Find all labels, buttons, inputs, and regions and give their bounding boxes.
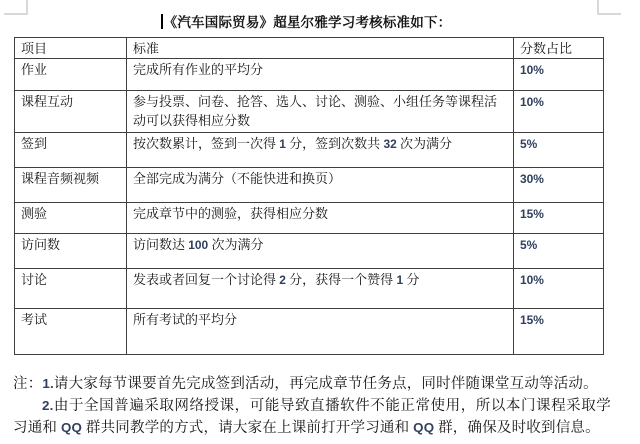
weight-cell: 15% [514, 309, 604, 355]
weight-cell: 15% [514, 203, 604, 234]
weight-cell: 10% [514, 91, 604, 133]
document-title-text: 《汽车国际贸易》超星尔雅学习考核标准如下： [163, 15, 452, 30]
column-header-weight: 分数占比 [514, 38, 604, 59]
table-header-row [15, 38, 604, 59]
item-cell: 访问数 [15, 234, 127, 269]
item-cell: 课程互动 [15, 91, 127, 133]
standard-cell: 访问数达 100 次为满分 [127, 234, 514, 269]
standard-cell: 发表或者回复一个讨论得 2 分，获得一个赞得 1 分 [127, 269, 514, 309]
weight-cell: 10% [514, 59, 604, 91]
standard-cell: 完成章节中的测验，获得相应分数 [127, 203, 514, 234]
item-cell: 考试 [15, 309, 127, 355]
table-row [15, 203, 604, 234]
table-row [15, 59, 604, 91]
notes-section [13, 373, 611, 439]
standard-cell: 按次数累计，签到一次得 1 分，签到次数共 32 次为满分 [127, 133, 514, 168]
item-cell: 签到 [15, 133, 127, 168]
table-row [15, 309, 604, 355]
note-line-2: 2.由于全国普遍采取网络授课，可能导致直播软件不能正常使用，所以本门课程采取学习通和 QQ 群共同教学的方式，请大家在上课前打开学习通和 QQ 群，确保及时收到信息。 [13, 398, 611, 436]
weight-cell: 5% [514, 234, 604, 269]
standard-cell: 参与投票、问卷、抢答、选人、讨论、测验、小组任务等课程活动可以获得相应分数 [127, 91, 514, 133]
document-title [0, 11, 612, 31]
item-cell: 讨论 [15, 269, 127, 309]
weight-cell: 30% [514, 168, 604, 203]
table-row [15, 234, 604, 269]
column-header-standard: 标准 [127, 38, 514, 59]
table-row [15, 133, 604, 168]
assessment-standards-table [14, 37, 604, 355]
table-row [15, 168, 604, 203]
standard-cell: 全部完成为满分（不能快进和换页） [127, 168, 514, 203]
table-row [15, 91, 604, 133]
item-cell: 测验 [15, 203, 127, 234]
weight-cell: 5% [514, 133, 604, 168]
item-cell: 课程音频视频 [15, 168, 127, 203]
standard-cell: 所有考试的平均分 [127, 309, 514, 355]
standard-cell: 完成所有作业的平均分 [127, 59, 514, 91]
weight-cell: 10% [514, 269, 604, 309]
table-row [15, 269, 604, 309]
text-cursor-caret[interactable] [161, 14, 163, 29]
note-line-1: 注：1.请大家每节课要首先完成签到活动，再完成章节任务点，同时伴随课堂互动等活动。 [13, 376, 598, 392]
item-cell: 作业 [15, 59, 127, 91]
column-header-item: 项目 [15, 38, 127, 59]
